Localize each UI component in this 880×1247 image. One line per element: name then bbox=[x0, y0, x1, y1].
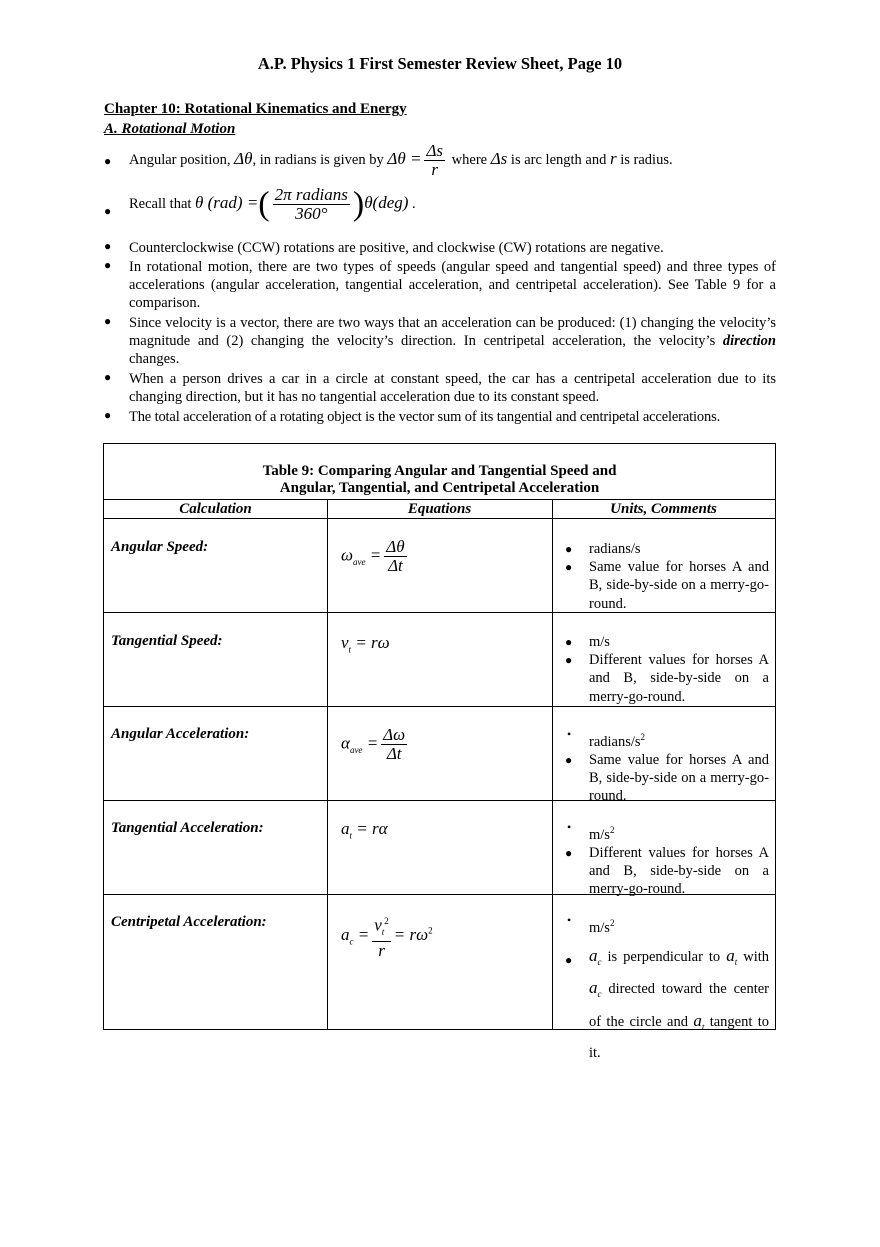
comments-tangential-speed: ● m/s ● Different values for horses A and B, side-by-side on a merry-go-round. bbox=[565, 634, 769, 705]
bullet-dot: ● bbox=[104, 314, 112, 328]
text: In rotational motion, there are two types of speeds (angular speed and tangential speed) and three types of accelerations (angular acceleration, tangential acceleration, and centripetal acceleration). See Table 9 for a comparison. bbox=[129, 259, 776, 311]
section-heading: A. Rotational Motion bbox=[104, 121, 236, 137]
row-label-centripetal-acceleration: Centripetal Acceleration: bbox=[111, 914, 267, 930]
row-label-angular-speed: Angular Speed: bbox=[111, 539, 209, 555]
equation-tangential-acceleration: $a_t = r\alpha$ bbox=[341, 819, 388, 841]
text: is radius. bbox=[616, 151, 673, 168]
comparison-table bbox=[103, 443, 776, 1061]
row-label-angular-acceleration: Angular Acceleration: bbox=[111, 726, 250, 742]
text: Recall that bbox=[129, 195, 196, 212]
math-symbol: Δθ = bbox=[387, 148, 422, 168]
table-title: Table 9: Comparing Angular and Tangential Speed and Angular, Tangential, and Centripetal Acceleration bbox=[262, 463, 617, 496]
bullet-angular-position bbox=[104, 140, 776, 184]
comments-angular-acceleration: • radians/$s^2$ ● Same value for horses A and B, side-by-side on a merry-go-round. bbox=[565, 727, 769, 805]
page-title: A.P. Physics 1 First Semester Review Sheet, Page 10 bbox=[257, 54, 623, 73]
row-label-tangential-acceleration: Tangential Acceleration: bbox=[111, 820, 264, 836]
text: When a person drives a car in a circle at constant speed, the car has a centripetal acceleration due to its changing direction, but it has no tangential acceleration due to its constant speed. bbox=[129, 371, 776, 405]
text: Counterclockwise (CCW) rotations are positive, and clockwise (CW) rotations are negative. bbox=[129, 240, 664, 256]
math-symbol: θ (rad) = bbox=[195, 192, 259, 212]
text: The total acceleration of a rotating object is the vector sum of its tangential and centripetal accelerations. bbox=[129, 409, 721, 425]
bullet-recall: ● Recall that θ (rad) =( $\frac{\text{2π radians}}{360^\circ}$ )θ(deg) . bbox=[104, 185, 416, 223]
text: , in radians is given by bbox=[252, 151, 388, 168]
comments-tangential-acceleration: • $m/s^2$ ● Different values for horses A and B, side-by-side on a merry-go-round. bbox=[565, 820, 769, 898]
row-label-tangential-speed: Tangential Speed: bbox=[111, 633, 223, 649]
text: where bbox=[448, 151, 491, 168]
header-units-comments: Units, Comments bbox=[610, 501, 717, 517]
text: Since velocity is a vector, there are two ways that an acceleration can be produced: (1) changing the velocity’s magnitude and (2) changing the velocity’s direction. In centripetal acceleration, the velocity’s direction changes. bbox=[129, 315, 776, 367]
bullet-dot: ● bbox=[104, 408, 112, 422]
bullet-dot: ● bbox=[104, 370, 112, 384]
equation-centripetal-acceleration: $a_c$ = $\frac{v_t^2}{r}$ = $r\omega^2$ bbox=[341, 912, 433, 960]
bullet-dot: ● bbox=[104, 204, 112, 218]
math-symbol: Δs bbox=[490, 148, 508, 168]
text: . bbox=[408, 195, 416, 212]
fraction: $\frac{\text{2π radians}}{360^\circ}$ bbox=[274, 185, 348, 223]
chapter-heading: Chapter 10: Rotational Kinematics and Energy bbox=[104, 101, 407, 117]
math-symbol: θ(deg) bbox=[364, 192, 409, 212]
text: is arc length and bbox=[507, 151, 610, 168]
comments-angular-speed: ● radians/s ● Same value for horses A and B, side-by-side on a merry-go-round. bbox=[565, 541, 769, 612]
equation-angular-acceleration: $\alpha_{ave}$ = $\frac{\Delta\omega}{\Delta t}$ bbox=[341, 725, 406, 763]
bullet-dot: ● bbox=[104, 239, 112, 253]
fraction: $\frac{\Delta s}{r}$ bbox=[426, 141, 444, 179]
header-calculation: Calculation bbox=[179, 501, 252, 517]
text: Angular position, bbox=[129, 151, 235, 168]
equation-angular-speed: $\omega_{ave}$ = $\frac{\Delta\theta}{\Delta t}$ bbox=[341, 537, 405, 575]
header-equations: Equations bbox=[407, 501, 472, 517]
bullet-dot: ● bbox=[104, 154, 112, 168]
bullet-dot: ● bbox=[104, 258, 112, 272]
math-symbol: Δθ bbox=[234, 148, 253, 168]
comments-centripetal-acceleration: • $m/s^2$ ● $a_c$ is perpendicular to $a_t$ with $a_c$ directed toward the center of the circle and $a_t$ tangent to it. bbox=[565, 913, 770, 1061]
equation-tangential-speed: $v_t = r\omega$ bbox=[341, 633, 390, 655]
math-symbol: r bbox=[609, 148, 617, 168]
